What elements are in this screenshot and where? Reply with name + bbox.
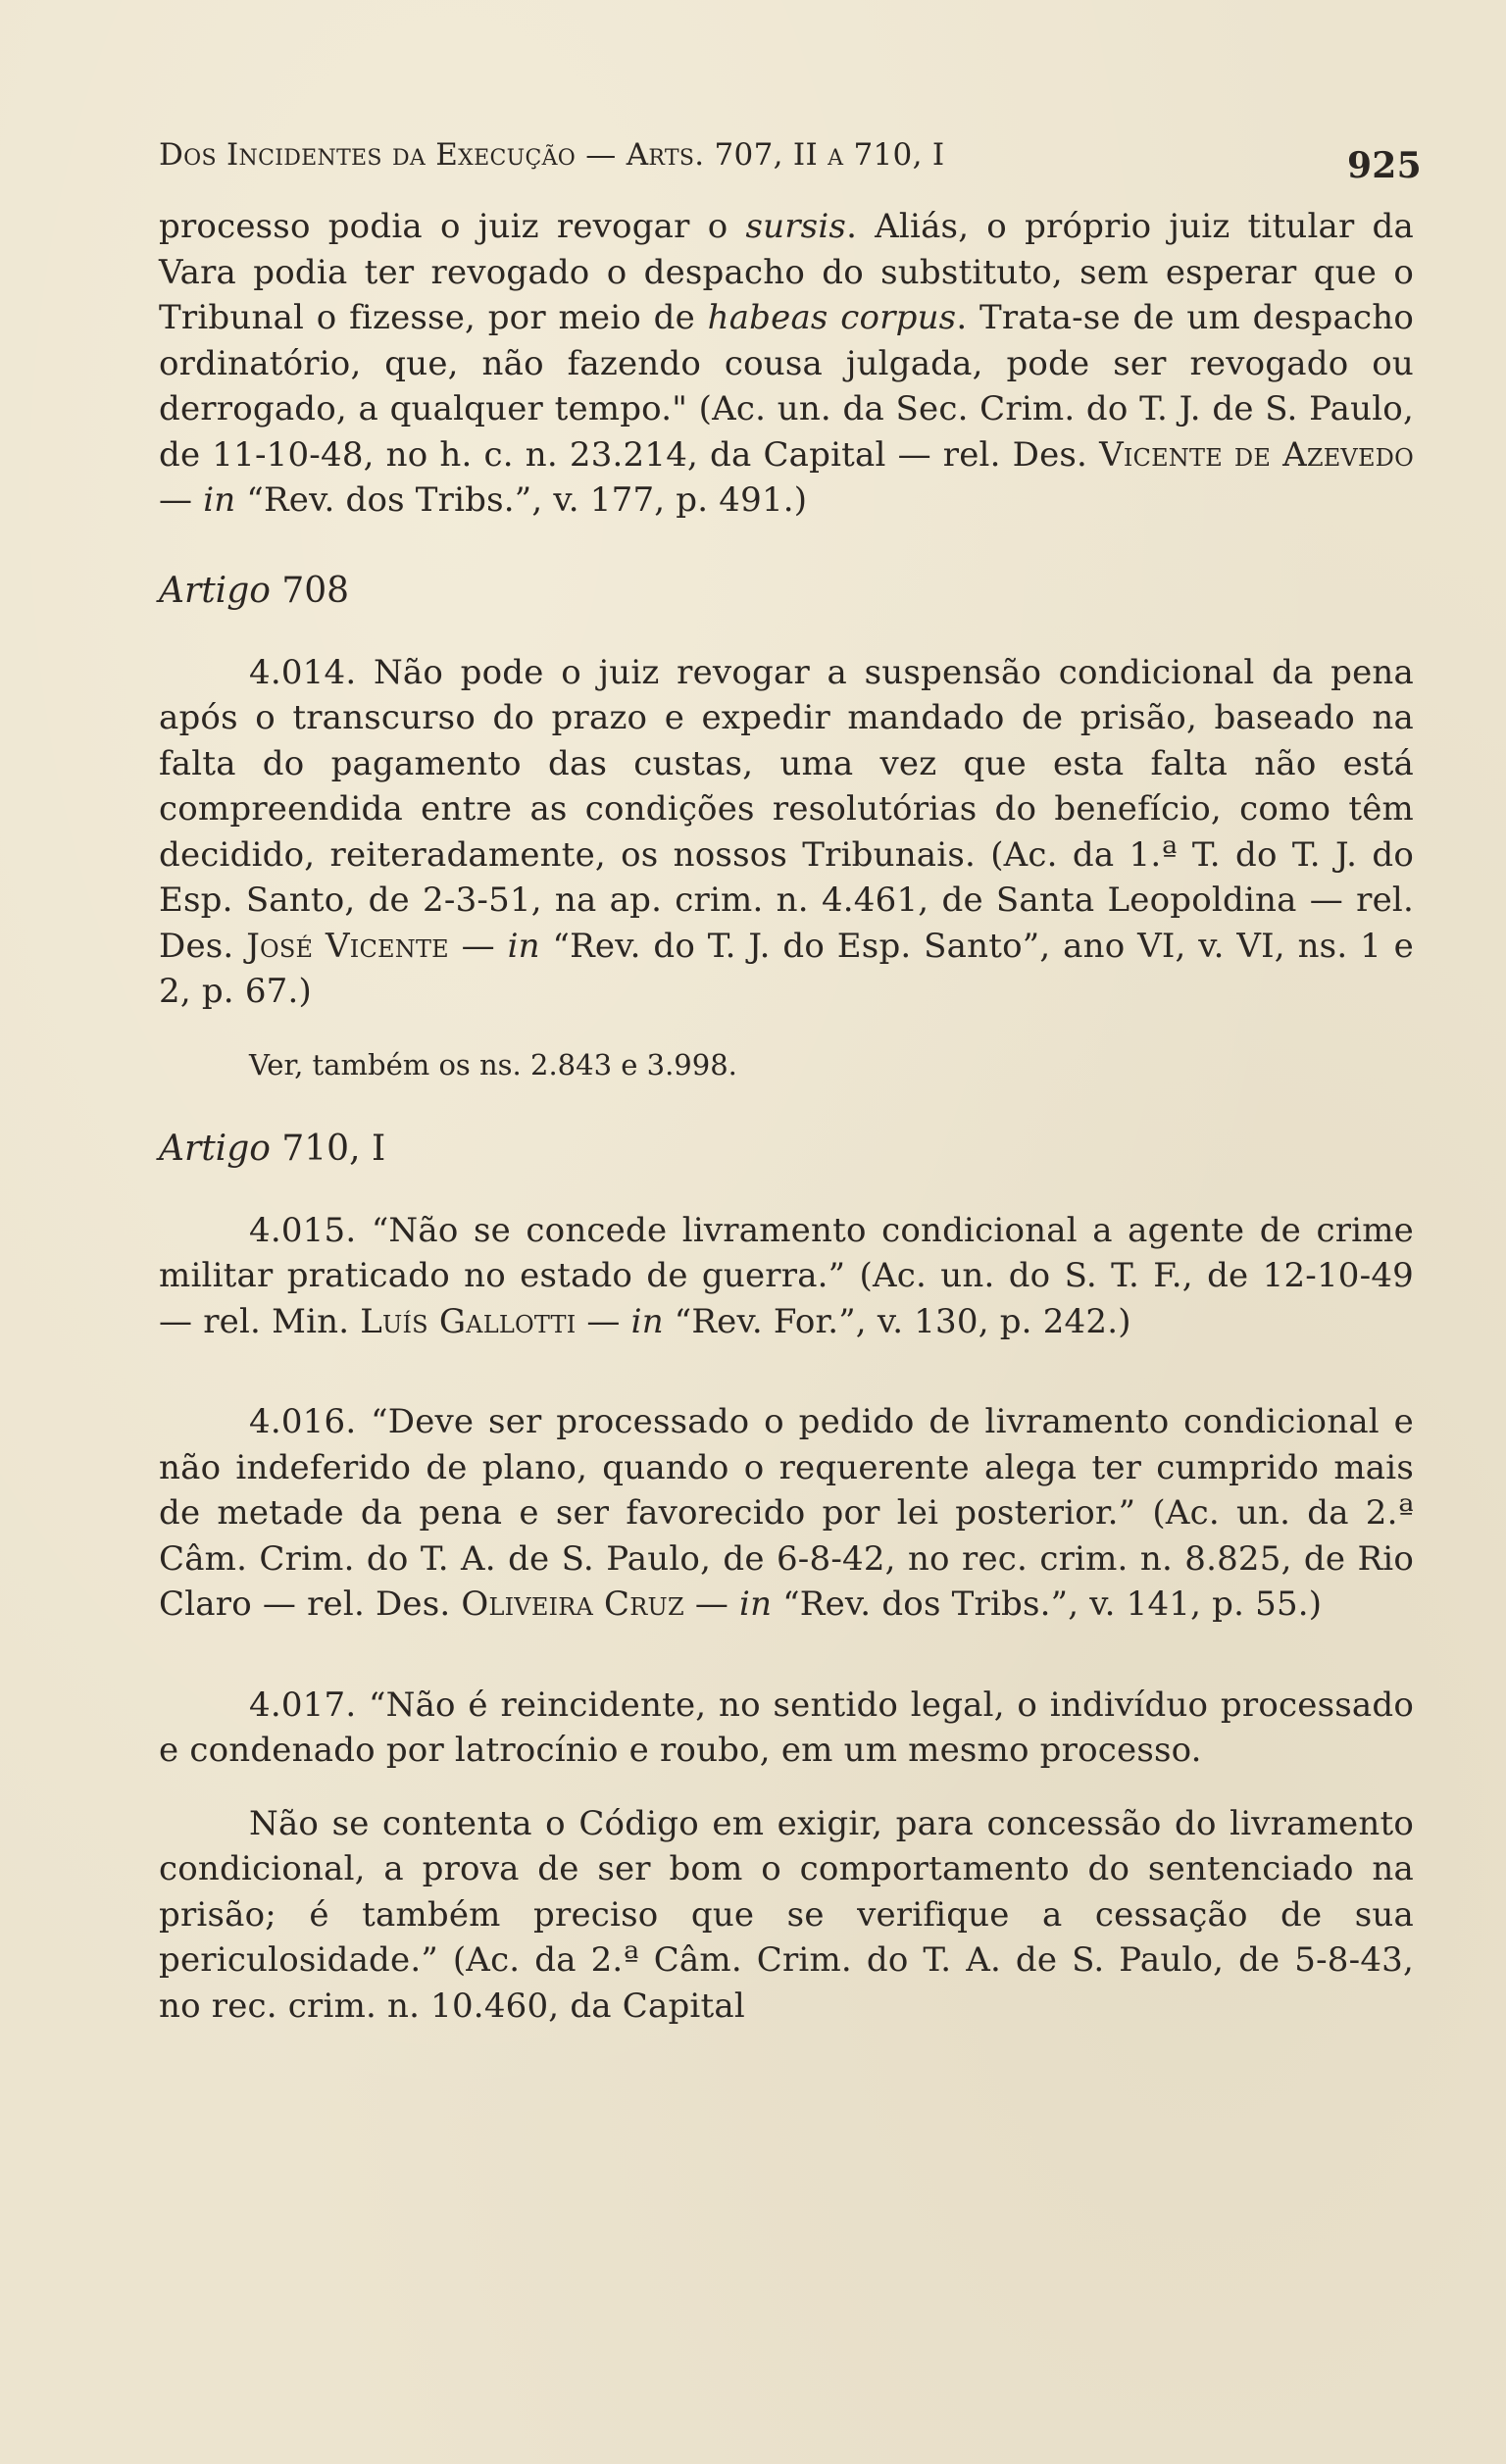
text-run: — <box>159 480 204 520</box>
entry-4015 <box>159 1208 1414 1345</box>
text-run: — <box>576 1301 631 1341</box>
citation-source: “Rev. do T. J. do Esp. Santo”, ano VI, v. VI, ns. 1 e 2, p. 67.) <box>159 926 1414 1011</box>
section-heading-art-708 <box>159 571 1414 611</box>
italic-term: in <box>630 1301 664 1341</box>
citation-source: “Rev. For.”, v. 130, p. 242.) <box>663 1301 1131 1341</box>
judge-name: Luís Gallotti <box>360 1301 577 1341</box>
citation-source: “Rev. dos Tribs.”, v. 177, p. 491.) <box>235 480 808 520</box>
text-run: processo podia o juiz revogar o <box>159 207 746 246</box>
section-number: 708 <box>281 570 350 611</box>
entry-4014 <box>159 650 1414 1015</box>
page-number: 925 <box>1346 145 1422 186</box>
text-run: — <box>448 926 508 966</box>
entry-4017-continuation: Não se contenta o Código em exigir, para concessão do livramento condicional, a prova de ser bom o comportamento do sentenciado na prisão; é também preciso que se verifique a cessação de sua periculosidade.” (Ac. da 2.ª Câm. Crim. do T. A. de S. Paulo, de 5-8-43, no rec. crim. n. 10.460, da Capital <box>159 1803 1414 2026</box>
text-run: “Deve ser processado o pedido de livramento condicional e não indeferido de plano, quando o requerente alega ter cumprido mais de metade da pena e ser favorecido por lei posterior.” (Ac. un. da 2.ª Câm. Crim. do T. A. de S. Paulo, de 6-8-42, no rec. crim. n. 8.825, de Rio Claro — rel. Des. <box>159 1402 1414 1624</box>
judge-name: José Vicente <box>246 926 449 966</box>
entry-number: 4.015. <box>249 1210 357 1250</box>
see-also-note: Ver, também os ns. 2.843 e 3.998. <box>249 1047 737 1081</box>
entry-number: 4.017. <box>249 1685 357 1725</box>
italic-term: in <box>507 926 540 966</box>
text-run: Não pode o juiz revogar a suspensão condicional da pena após o transcurso do prazo e expedir mandado de prisão, baseado na falta do pagamento das custas, uma vez que esta falta não está compreendida entre as condições resolutórias do benefício, como têm decidido, reiteradamente, os nossos Tribunais. (Ac. da 1.ª T. do T. J. do Esp. Santo, de 2-3-51, na ap. crim. n. 4.461, de Santa Leopoldina — rel. Des. <box>159 652 1414 966</box>
book-page <box>159 118 1422 2029</box>
entry-number: 4.014. <box>249 652 357 692</box>
entry-4017 <box>159 1683 1414 1774</box>
judge-name: Vicente de Azevedo <box>1099 434 1414 475</box>
section-heading-art-710 <box>159 1129 1414 1169</box>
entry-number: 4.016. <box>249 1402 357 1441</box>
citation-source: “Rev. dos Tribs.”, v. 141, p. 55.) <box>772 1584 1323 1624</box>
italic-term: sursis <box>745 207 847 246</box>
section-number: 710, I <box>281 1128 386 1169</box>
entry-4016 <box>159 1399 1414 1628</box>
text-run: “Não se concede livramento condicional a agente de crime militar praticado no estado de guerra.” (Ac. un. do S. T. F., de 12-10-49 — rel. Min. <box>159 1210 1414 1341</box>
running-head <box>159 118 1422 186</box>
text-run: . Aliás, o próprio juiz titular da Vara podia ter revogado o despacho do substituto, sem esperar que o Tribunal o fizesse, por meio de <box>159 207 1414 337</box>
italic-term: habeas corpus <box>707 298 957 337</box>
running-head-title: Dos Incidentes da Execução — Arts. 707, II a 710, I <box>159 137 945 173</box>
text-run: — <box>683 1584 740 1624</box>
section-label: Artigo <box>159 570 271 611</box>
section-label: Artigo <box>159 1128 271 1169</box>
italic-term: in <box>739 1584 773 1624</box>
italic-term: in <box>203 480 236 520</box>
judge-name: Oliveira Cruz <box>461 1584 684 1624</box>
text-run: “Não é reincidente, no sentido legal, o indivíduo processado e condenado por latrocínio e roubo, em um mesmo processo. <box>159 1685 1414 1770</box>
continuation-paragraph <box>159 204 1414 524</box>
text-run: . Trata-se de um despacho ordinatório, que, não fazendo cousa julgada, pode ser revogado ou derrogado, a qualquer tempo." (Ac. un. da Sec. Crim. do T. J. de S. Paulo, de 11-10-48, no h. c. n. 23.214, da Capital — rel. Des. <box>159 298 1414 475</box>
